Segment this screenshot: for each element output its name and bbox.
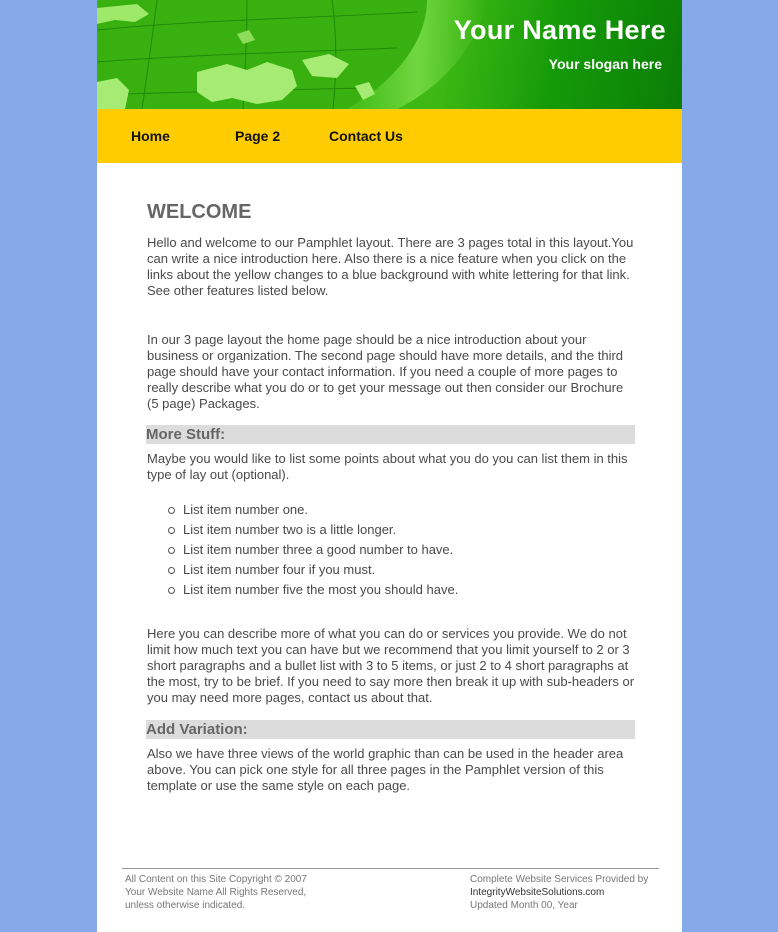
list-item: List item number five the most you should have. [167, 580, 635, 600]
footer-credits: Complete Website Services Provided by IntegrityWebsiteSolutions.com Updated Month 00, Year [470, 874, 649, 911]
intro-paragraph: Hello and welcome to our Pamphlet layout. There are 3 pages total in this layout.You can write a nice introduction here. Also there is a nice feature when you click on the links about the yellow changes to a blue background with white lettering for that link. See other features listed below. [147, 235, 634, 298]
page-container [97, 0, 682, 932]
list-item: List item number three a good number to have. [167, 540, 635, 560]
bullet-list [167, 500, 635, 600]
main-content [147, 200, 635, 794]
site-title: Your Name Here [453, 15, 666, 45]
nav-page2-link[interactable]: Page 2 [235, 128, 281, 144]
circle-bullet-icon [168, 547, 175, 554]
page-heading: WELCOME [147, 201, 252, 223]
site-slogan: Your slogan here [548, 56, 662, 72]
nav-contact-link[interactable]: Contact Us [329, 128, 403, 144]
circle-bullet-icon [168, 567, 175, 574]
circle-bullet-icon [168, 507, 175, 514]
nav-home-link[interactable]: Home [131, 128, 170, 144]
add-variation-header: Add Variation: [146, 720, 635, 739]
paragraph-2: In our 3 page layout the home page should be a nice introduction about your business or organization. The second page should have more details, and the third page should have your contact information. If you need a couple of more pages to really describe what you do or to get your message out then consider our Brochure (5 page) Packages. [147, 332, 624, 411]
circle-bullet-icon [168, 527, 175, 534]
list-item: List item number two is a little longer. [167, 520, 635, 540]
nav-bar [97, 109, 682, 163]
circle-bullet-icon [168, 587, 175, 594]
add-variation-text: Also we have three views of the world graphic than can be used in the header area above. You can pick one style for all three pages in the Pamphlet version of this template or use the same style on each page. [147, 746, 624, 793]
footer-copyright: All Content on this Site Copyright © 2007 Your Website Name All Rights Reserved, unless otherwise indicated. [125, 874, 307, 911]
footer-divider [122, 868, 659, 869]
header-banner [97, 0, 682, 109]
list-item: List item number four if you must. [167, 560, 635, 580]
paragraph-3: Here you can describe more of what you can do or services you provide. We do not limit how much text you can have but we recommend that you limit yourself to 2 or 3 short paragraphs and a bullet list with 3 to 5 items, or just 2 to 4 short paragraphs at the most, try to be brief. If you need to say more then break it up with sub-headers or you may need more pages, contact us about that. [147, 626, 635, 705]
more-stuff-header: More Stuff: [146, 425, 635, 444]
integrity-website-link[interactable]: IntegrityWebsiteSolutions.com [470, 887, 605, 898]
list-item: List item number one. [167, 500, 635, 520]
more-stuff-text: Maybe you would like to list some points about what you do you can list them in this type of lay out (optional). [147, 451, 628, 482]
